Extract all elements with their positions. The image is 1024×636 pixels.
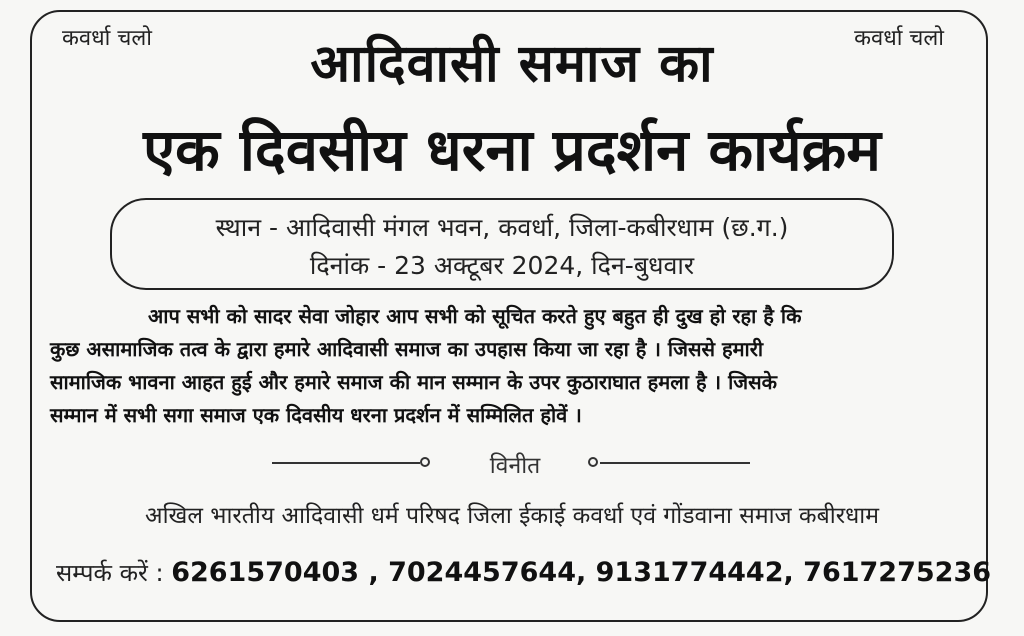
signoff-text: विनीत — [489, 453, 541, 479]
signoff-row — [0, 448, 1024, 478]
divider-dot-right — [588, 457, 598, 467]
corner-slogan-right: कवर्धा चलो — [854, 26, 944, 51]
divider-right — [600, 462, 750, 464]
body-line: आप सभी को सादर सेवा जोहार आप सभी को सूचित करते हुए बहुत ही दुख हो रहा है कि — [148, 304, 802, 328]
corner-slogan-left: कवर्धा चलो — [62, 26, 152, 51]
organization-name: अखिल भारतीय आदिवासी धर्म परिषद जिला ईकाई कवर्धा एवं गोंडवाना समाज कबीरधाम — [145, 503, 879, 529]
date-text: दिनांक - 23 अक्टूबर 2024, दिन-बुधवार — [309, 251, 695, 280]
body-paragraph — [50, 300, 976, 432]
venue-text: स्थान - आदिवासी मंगल भवन, कवर्धा, जिला-कबीरधाम (छ.ग.) — [215, 213, 789, 242]
headline-line-1: आदिवासी समाज का — [310, 34, 714, 94]
contact-label: सम्पर्क करें : — [56, 559, 164, 587]
body-line: कुछ असामाजिक तत्व के द्वारा हमारे आदिवासी समाज का उपहास किया जा रहा है । जिससे हमारी — [50, 337, 764, 361]
headline-line-2: एक दिवसीय धरना प्रदर्शन कार्यक्रम — [143, 116, 881, 184]
body-line: सामाजिक भावना आहत हुई और हमारे समाज की मान सम्मान के उपर कुठाराघात हमला है । जिसके — [50, 370, 777, 394]
venue-date-box — [110, 198, 894, 290]
divider-dot-left — [420, 457, 430, 467]
divider-left — [272, 462, 420, 464]
contact-numbers: 6261570403 , 7024457644, 9131774442, 7617275236 — [171, 557, 992, 588]
body-line: सम्मान में सभी सगा समाज एक दिवसीय धरना प्रदर्शन में सम्मिलित होवें । — [50, 403, 582, 427]
contact-line — [56, 556, 991, 589]
